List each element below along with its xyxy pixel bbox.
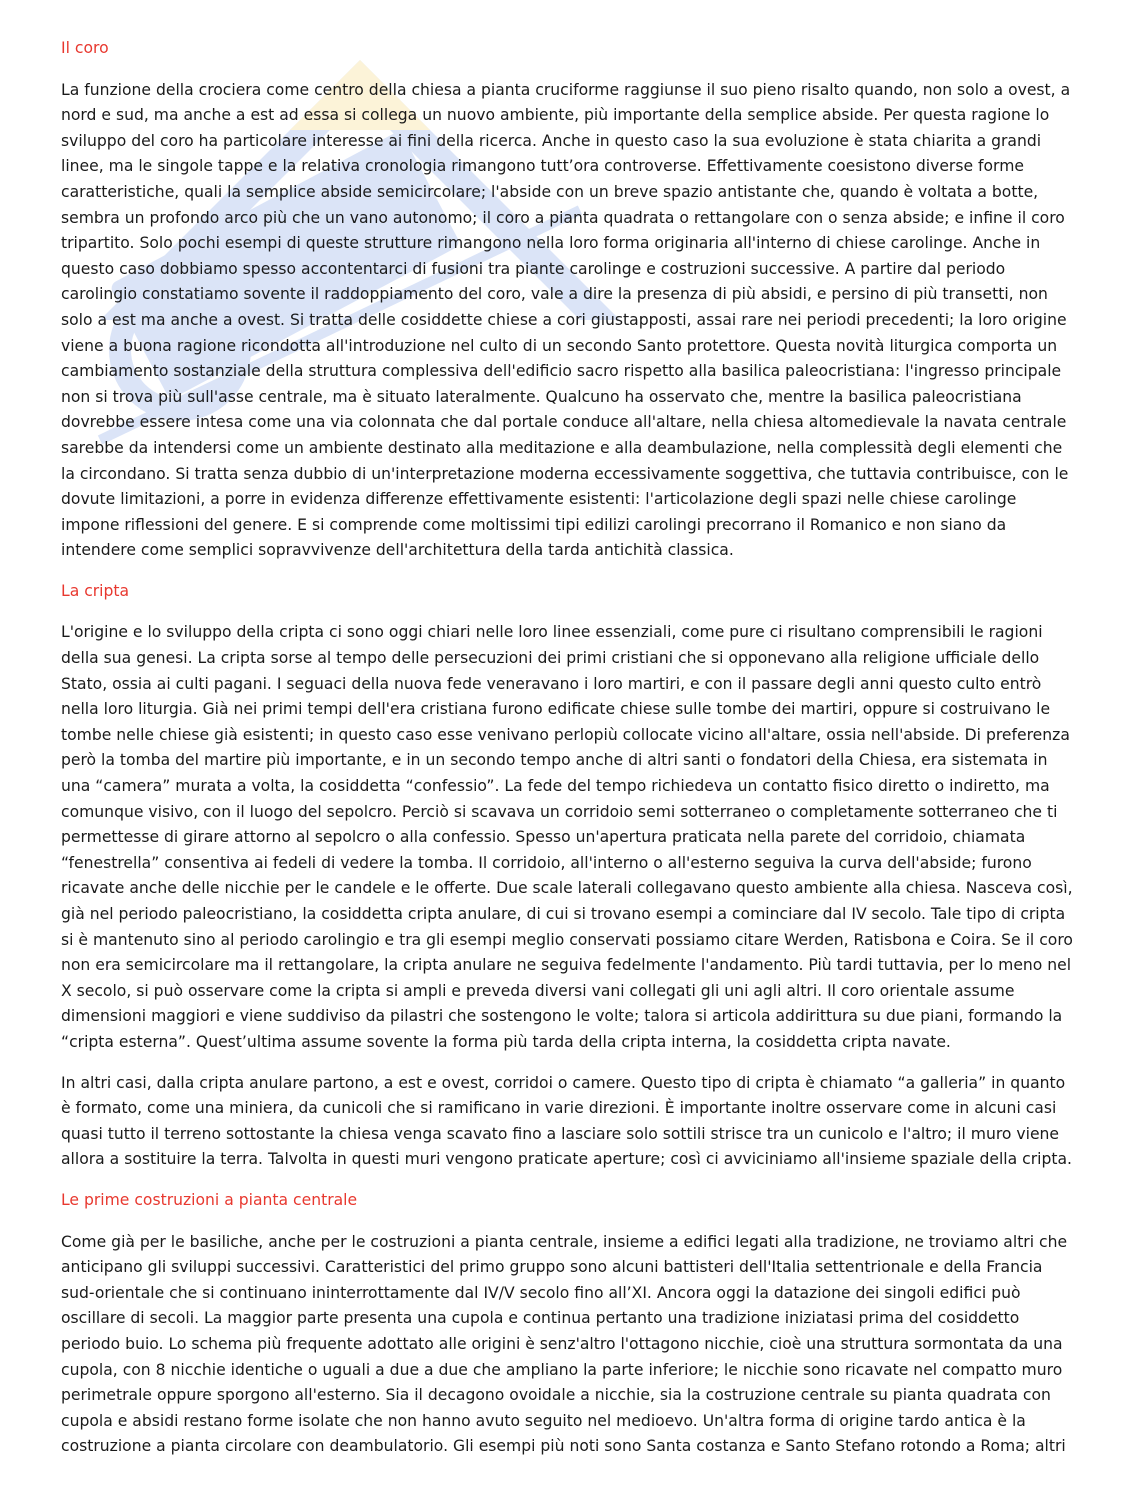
- paragraph: Come già per le basiliche, anche per le costruzioni a pianta centrale, insieme a edifici legati alla tradizione, ne troviamo altri che anticipano gli sviluppi successivi. Caratteristici del primo gruppo sono alcuni battisteri dell'Italia settentrionale e della Francia sud-orientale che si continuano ininterrottamente dal IV/V secolo fino all’XI. Ancora oggi la datazione dei singoli edifici può oscillare di secoli. La maggior parte presenta una cupola e continua pertanto una tradizione iniziatasi prima del cosiddetto periodo buio. Lo schema più frequente adottato alle origini è senz'altro l'ottagono nicchie, cioè una struttura sormontata da una cupola, con 8 nicchie identiche o uguali a due a due che ampliano la parte inferiore; le nicchie sono ricavate nel compatto muro perimetrale oppure sporgono all'esterno. Sia il decagono ovoidale a nicchie, sia la costruzione centrale su pianta quadrata con cupola e absidi restano forme isolate che non hanno avuto seguito nel medioevo. Un'altra forma di origine tardo antica è la costruzione a pianta circolare con deambulatorio. Gli esempi più noti sono Santa costanza e Santo Stefano rotondo a Roma; altri: [61, 1232, 1068, 1456]
- paragraph: L'origine e lo sviluppo della cripta ci sono oggi chiari nelle loro linee essenziali, come pure ci risultano comprensibili le ragioni della sua genesi. La cripta sorse al tempo delle persecuzioni dei primi cristiani che si opponevano alla religione ufficiale dello Stato, ossia ai culti pagani. I seguaci della nuova fede veneravano i loro martiri, e con il passare degli anni questo culto entrò nella loro liturgia. Già nei primi tempi dell'era cristiana furono edificate chiese sulle tombe dei martiri, oppure si costruivano le tombe nelle chiese già esistenti; in questo caso esse venivano perlopiù collocate vicino all'altare, ossia nell'abside. Di preferenza però la tomba del martire più importante, e in un secondo tempo anche di altri santi o fondatori della Chiesa, era sistemata in una “camera” murata a volta, la cosiddetta “confessio”. La fede del tempo richiedeva un contatto fisico diretto o indiretto, ma comunque visivo, con il luogo del sepolcro. Perciò si scavava un corridoio semi sotterraneo o completamente sotterraneo che ti permettesse di girare attorno al sepolcro o alla confessio. Spesso un'apertura praticata nella parete del corridoio, chiamata “fenestrella” consentiva ai fedeli di vedere la tomba. Il corridoio, all'interno o all'esterno seguiva la curva dell'abside; furono ricavate anche delle nicchie per le candele e le offerte. Due scale laterali collegavano questo ambiente alla chiesa. Nasceva così, già nel periodo paleocristiano, la cosiddetta cripta anulare, di cui si trovano esempi a cominciare dal IV secolo. Tale tipo di cripta si è mantenuto sino al periodo carolingio e tra gli esempi meglio conservati possiamo citare Werden, Ratisbona e Coira. Se il coro non era semicircolare ma il rettangolare, la cripta anulare ne seguiva fedelmente l'andamento. Più tardi tuttavia, per lo meno nel X secolo, si può osservare come la cripta si ampli e preveda diversi vani collegati gli uni agli altri. Il coro orientale assume dimensioni maggiori e viene suddiviso da pilastri che sostengono le volte; talora si articola addirittura su due piani, formando la “cripta esterna”. Quest’ultima assume sovente la forma più tarda della cripta interna, la cosiddetta cripta navate.: [61, 623, 1073, 1051]
- document-page: [61, 36, 1075, 1475]
- section-heading-pianta-centrale: Le prime costruzioni a pianta centrale: [61, 1190, 358, 1209]
- section-heading-cripta: La cripta: [61, 581, 130, 600]
- paragraph: In altri casi, dalla cripta anulare partono, a est e ovest, corridoi o camere. Questo tipo di cripta è chiamato “a galleria” in quanto è formato, come una miniera, da cunicoli che si ramificano in varie direzioni. È importante inoltre osservare come in alcuni casi quasi tutto il terreno sottostante la chiesa venga scavato fino a lasciare solo sottili strisce tra un cunicolo e l'altro; il muro viene allora a sostituire la terra. Talvolta in questi muri vengono praticate aperture; così ci avviciniamo all'insieme spaziale della cripta.: [61, 1073, 1072, 1169]
- paragraph: La funzione della crociera come centro della chiesa a pianta cruciforme raggiunse il suo pieno risalto quando, non solo a ovest, a nord e sud, ma anche a est ad essa si collega un nuovo ambiente, più importante della semplice abside. Per questa ragione lo sviluppo del coro ha particolare interesse ai fini della ricerca. Anche in questo caso la sua evoluzione è stata chiarita a grandi linee, ma le singole tappe e la relativa cronologia rimangono tutt’ora controverse. Effettivamente coesistono diverse forme caratteristiche, quali la semplice abside semicircolare; l'abside con un breve spazio antistante che, quando è voltata a botte, sembra un profondo arco più che un vano autonomo; il coro a pianta quadrata o rettangolare con o senza abside; e infine il coro tripartito. Solo pochi esempi di queste strutture rimangono nella loro forma originaria all'interno di chiese carolinge. Anche in questo caso dobbiamo spesso accontentarci di fusioni tra piante carolinge e costruzioni successive. A partire dal periodo carolingio constatiamo sovente il raddoppiamento del coro, vale a dire la presenza di più absidi, e persino di più transetti, non solo a est ma anche a ovest. Si tratta delle cosiddette chiese a cori giustapposti, assai rare nei periodi precedenti; la loro origine viene a buona ragione ricondotta all'introduzione nel culto di un secondo Santo protettore. Questa novità liturgica comporta un cambiamento sostanziale della struttura complessiva dell'edificio sacro rispetto alla basilica paleocristiana: l'ingresso principale non si trova più sull'asse centrale, ma è situato lateralmente. Qualcuno ha osservato che, mentre la basilica paleocristiana dovrebbe essere intesa come una via colonnata che dal portale conduce all'altare, nella chiesa altomedievale la navata centrale sarebbe da intendersi come un ambiente destinato alla meditazione e alla deambulazione, nella complessità degli elementi che la circondano. Si tratta senza dubbio di un'interpretazione moderna eccessivamente soggettiva, che tuttavia contribuisce, con le dovute limitazioni, a porre in evidenza differenze effettivamente esistenti: l'articolazione degli spazi nelle chiese carolinge impone riflessioni del genere. E si comprende come moltissimi tipi edilizi carolingi precorrano il Romanico e non siano da intendere come semplici sopravvivenze dell'architettura della tarda antichità classica.: [61, 80, 1071, 560]
- section-heading-coro: Il coro: [61, 39, 109, 57]
